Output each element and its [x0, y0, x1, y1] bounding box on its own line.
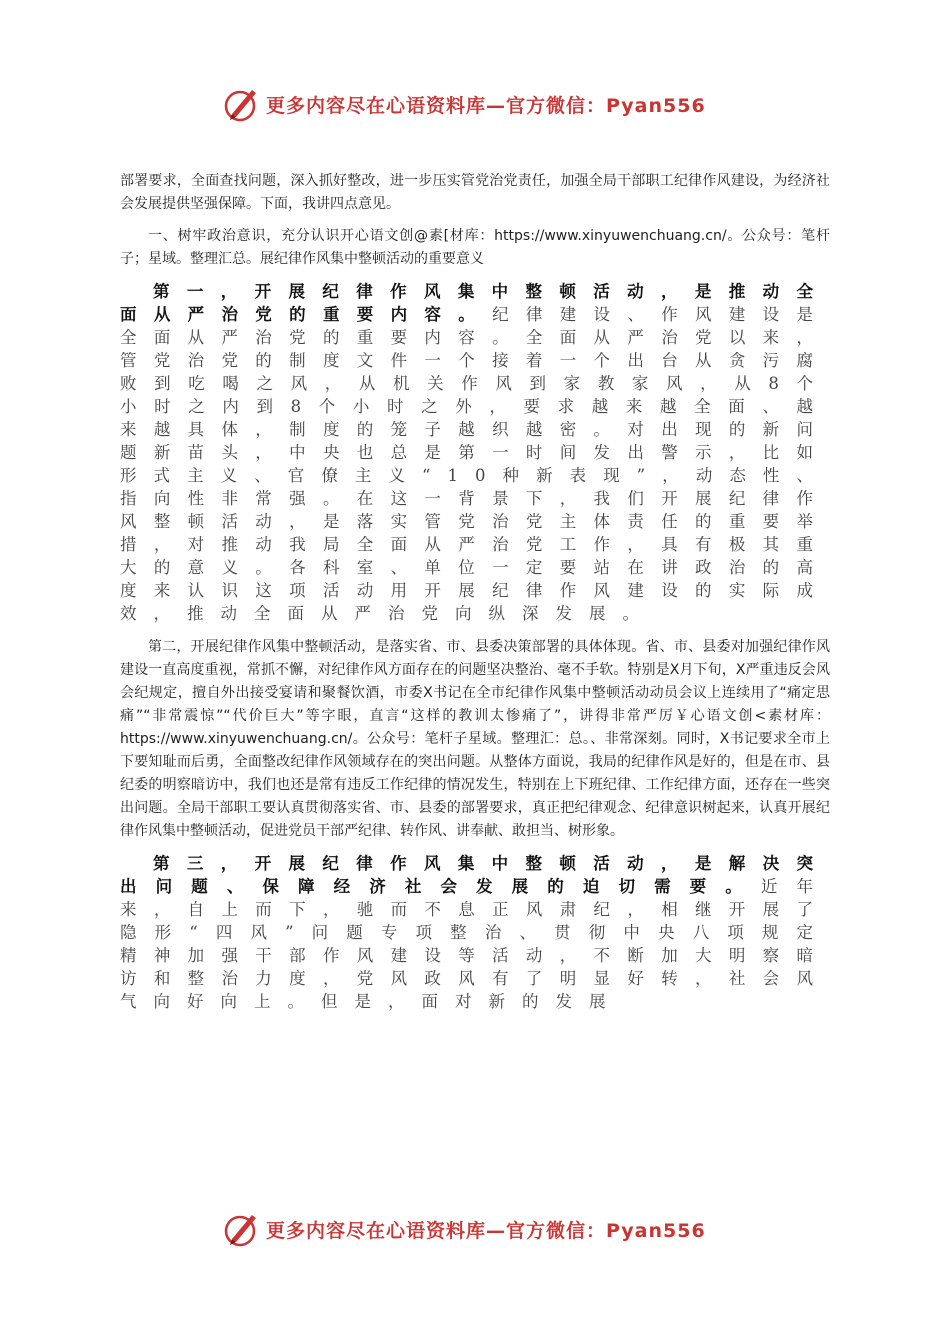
footer-banner — [222, 1209, 742, 1249]
header-banner-text: 更多内容尽在心语资料库—官方微信：Pyan556 — [266, 94, 706, 117]
header-banner — [222, 84, 742, 124]
section-three-text: 近年来，自上而下，驰而不息正风肃纪，相继开展了隐形“四风”问题专项整治、贯彻中央八项规定精神加强干部作风建设等活动，不断加大明察暗访和整治力度，党风政风有了明显好转，社会风气向好向上。但是，面对新的发展 — [120, 877, 831, 1011]
document-body — [120, 170, 830, 1013]
footer-banner-text: 更多内容尽在心语资料库—官方微信：Pyan556 — [266, 1219, 706, 1242]
section-one-text: 纪律建设、作风建设是全面从严治党的重要内容。全面从严治党以来，管党治党的制度文件一个接着一个出台从贪污腐败到吃喝之风，从机关作风到家教家风，从8个小时之内到8个小时之外，要求越来越全面、越来越具体，制度的笼子越织越密。对出现的新问题新苗头，中央也总是第一时间发出警示，比如形式主义、官僚主义“10种新表现”，动态性、指向性非常强。在这一背景下，我们开展纪律作风整顿活动，是落实管党治党主体责任的重要举措，对推动我局全面从严治党工作，具有极其重大的意义。各科室、单位一定要站在讲政治的高度来认识这项活动用开展纪律作风建设的实际成效，推动全面从严治党向纵深发展。 — [120, 305, 831, 623]
section-three-lead: 第三，开展纪律作风集中整顿活动，是解决突出问题、保障经济社会发展的迫切需要。 — [120, 854, 830, 896]
section-one-lead: 第一，开展纪律作风集中整顿活动，是推动全面从严治党的重要内容。 — [120, 282, 830, 324]
pen-circle-logo-icon — [222, 84, 262, 124]
intro-paragraph: 部署要求，全面查找问题，深入抓好整改，进一步压实管党治党责任，加强全局干部职工纪律作风建设，为经济社会发展提供坚强保障。下面，我讲四点意见。 — [120, 173, 830, 212]
section-three-paragraph — [120, 852, 830, 1013]
pen-circle-logo-icon — [222, 1209, 262, 1249]
heading-one: 一、树牢政治意识，充分认识开心语文创@素[材库：https://www.xinyuwenchuang.cn/。公众号：笔杆子；星域。整理汇总。展纪律作风集中整顿活动的重要意义 — [120, 228, 830, 267]
section-one-paragraph — [120, 280, 830, 625]
section-two-paragraph: 第二，开展纪律作风集中整顿活动，是落实省、市、县委决策部署的具体体现。省、市、县委对加强纪律作风建设一直高度重视，常抓不懈，对纪律作风方面存在的问题坚决整治、毫不手软。特别是X月下旬，X严重违反会风会纪规定，擅自外出接受宴请和聚餐饮酒，市委X书记在全市纪律作风集中整顿活动动员会议上连续用了“痛定思痛”“非常震惊”“代价巨大”等字眼，直言“这样的教训太惨痛了”，讲得非常严厉￥心语文创<素材库：https://www.xinyuwenchuang.cn/。公众号：笔杆子星域。整理汇：总。、非常深刻。同时，X书记要求全市上下要知耻而后勇，全面整改纪律作风领域存在的突出问题。从整体方面说，我局的纪律作风是好的，但是在市、县纪委的明察暗访中，我们也还是常有违反工作纪律的情况发生，特别在上下班纪律、工作纪律方面，还存在一些突出问题。全局干部职工要认真贯彻落实省、市、县委的部署要求，真正把纪律观念、纪律意识树起来，认真开展纪律作风集中整顿活动，促进党员干部严纪律、转作风、讲奉献、敢担当、树形象。 — [120, 639, 830, 839]
